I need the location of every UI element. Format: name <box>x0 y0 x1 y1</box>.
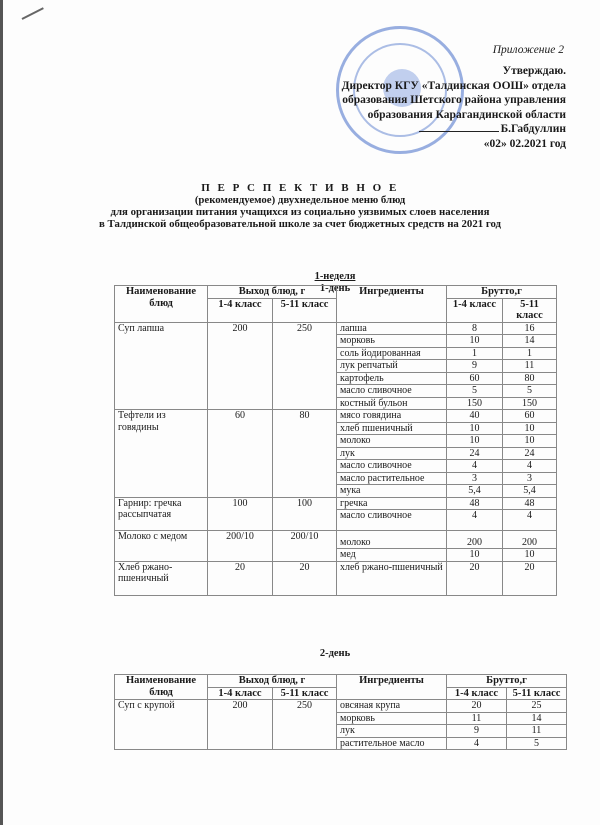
gross-1-4: 20 <box>447 700 507 713</box>
ingredient-name: мука <box>337 485 447 498</box>
signature-line <box>419 131 499 132</box>
dish-name: Суп лапша <box>115 322 208 410</box>
title-line-1: П Е Р С П Е К Т И В Н О Е <box>201 182 399 194</box>
ingredient-name: хлеб ржано-пшеничный <box>337 561 447 595</box>
ingredient-name: лапша <box>337 322 447 335</box>
dish-name: Суп с крупой <box>115 700 208 750</box>
gross-1-4: 10 <box>447 335 503 348</box>
header-yield-5-11: 5-11 класс <box>273 687 337 700</box>
ingredient-name: морковь <box>337 335 447 348</box>
header-yield-5-11: 5-11 класс <box>273 298 337 322</box>
gross-5-11: 11 <box>507 725 567 738</box>
gross-5-11: 14 <box>507 712 567 725</box>
gross-1-4: 8 <box>447 322 503 335</box>
approve-line: Директор КГУ «Талдинская ООШ» отдела <box>341 79 566 92</box>
gross-1-4: 200 <box>447 531 503 549</box>
gross-5-11: 16 <box>503 322 557 335</box>
menu-table-day-2 <box>114 674 567 750</box>
appendix-label: Приложение 2 <box>492 44 564 56</box>
table-row <box>115 410 557 423</box>
yield-5-11: 250 <box>273 700 337 750</box>
dish-name: Хлеб ржано-пшеничный <box>115 561 208 595</box>
signature-name: Б.Габдуллин <box>500 123 566 135</box>
gross-1-4: 10 <box>447 549 503 562</box>
gross-5-11: 24 <box>503 447 557 460</box>
yield-5-11: 200/10 <box>273 531 337 562</box>
gross-5-11: 11 <box>503 360 557 373</box>
yield-1-4: 200 <box>208 322 273 410</box>
gross-5-11: 80 <box>503 372 557 385</box>
title-line-4: в Талдинской общеобразовательной школе за счет бюджетных средств на 2021 год <box>98 218 501 230</box>
gross-5-11: 5 <box>503 385 557 398</box>
yield-1-4: 60 <box>208 410 273 498</box>
yield-1-4: 20 <box>208 561 273 595</box>
ingredient-name: масло сливочное <box>337 510 447 531</box>
document-title <box>0 182 600 230</box>
approve-line: Утверждаю. <box>502 65 566 77</box>
gross-1-4: 4 <box>447 460 503 473</box>
header-yield-1-4: 1-4 класс <box>208 298 273 322</box>
header-gross-1-4: 1-4 класс <box>447 298 503 322</box>
menu-table-day-1 <box>114 285 557 596</box>
header-dish-name: Наименование блюд <box>115 286 208 323</box>
gross-1-4: 4 <box>447 737 507 750</box>
gross-1-4: 24 <box>447 447 503 460</box>
ingredient-name: картофель <box>337 372 447 385</box>
ingredient-name: мед <box>337 549 447 562</box>
gross-1-4: 60 <box>447 372 503 385</box>
gross-5-11: 4 <box>503 510 557 531</box>
ingredient-name: масло сливочное <box>337 385 447 398</box>
table-row <box>115 531 557 549</box>
ingredient-name: хлеб пшеничный <box>337 422 447 435</box>
day-1-label: 1-день <box>319 283 351 294</box>
gross-5-11: 10 <box>503 435 557 448</box>
approval-block <box>342 64 566 151</box>
header-ingredients: Ингредиенты <box>337 286 447 323</box>
yield-1-4: 100 <box>208 497 273 531</box>
gross-5-11: 3 <box>503 472 557 485</box>
ingredient-name: костный бульон <box>337 397 447 410</box>
gross-1-4: 9 <box>447 360 503 373</box>
signature-row <box>342 122 566 137</box>
gross-5-11: 25 <box>507 700 567 713</box>
dish-name: Гарнир: гречка рассыпчатая <box>115 497 208 531</box>
header-gross: Брутто,г <box>447 286 557 299</box>
yield-5-11: 100 <box>273 497 337 531</box>
gross-5-11: 4 <box>503 460 557 473</box>
ingredient-name: лук <box>337 725 447 738</box>
gross-1-4: 5,4 <box>447 485 503 498</box>
yield-1-4: 200/10 <box>208 531 273 562</box>
ingredient-name: мясо говядина <box>337 410 447 423</box>
gross-1-4: 10 <box>447 422 503 435</box>
gross-5-11: 60 <box>503 410 557 423</box>
header-ingredients: Ингредиенты <box>337 675 447 700</box>
gross-1-4: 150 <box>447 397 503 410</box>
approve-line: образования Карагандинской области <box>367 108 566 121</box>
yield-5-11: 80 <box>273 410 337 498</box>
gross-1-4: 20 <box>447 561 503 595</box>
day-2-label: 2-день <box>319 648 351 659</box>
gross-1-4: 3 <box>447 472 503 485</box>
table-row <box>115 497 557 510</box>
gross-5-11: 1 <box>503 347 557 360</box>
gross-5-11: 200 <box>503 531 557 549</box>
dish-name: Молоко с медом <box>115 531 208 562</box>
dish-name: Тефтели из говядины <box>115 410 208 498</box>
header-dish-name: Наименование блюд <box>115 675 208 700</box>
ingredient-name: овсяная крупа <box>337 700 447 713</box>
gross-5-11: 5,4 <box>503 485 557 498</box>
header-yield-1-4: 1-4 класс <box>208 687 273 700</box>
table-row <box>115 322 557 335</box>
gross-5-11: 20 <box>503 561 557 595</box>
gross-5-11: 150 <box>503 397 557 410</box>
approval-date: «02» 02.2021 год <box>483 137 566 150</box>
ingredient-name: молоко <box>337 531 447 549</box>
ingredient-name: масло растительное <box>337 472 447 485</box>
gross-5-11: 5 <box>507 737 567 750</box>
ingredient-name: лук репчатый <box>337 360 447 373</box>
ingredient-name: растительное масло <box>337 737 447 750</box>
ingredient-name: лук <box>337 447 447 460</box>
gross-1-4: 9 <box>447 725 507 738</box>
ingredient-name: масло сливочное <box>337 460 447 473</box>
yield-5-11: 250 <box>273 322 337 410</box>
yield-1-4: 200 <box>208 700 273 750</box>
ingredient-name: морковь <box>337 712 447 725</box>
header-gross-1-4: 1-4 класс <box>447 687 507 700</box>
title-line-2: (рекомендуемое) двухнедельное меню блюд <box>194 194 406 206</box>
gross-1-4: 40 <box>447 410 503 423</box>
gross-1-4: 11 <box>447 712 507 725</box>
ingredient-name: молоко <box>337 435 447 448</box>
scan-edge <box>0 0 3 825</box>
gross-5-11: 10 <box>503 549 557 562</box>
gross-1-4: 48 <box>447 497 503 510</box>
gross-1-4: 10 <box>447 435 503 448</box>
table-row <box>115 700 567 713</box>
header-gross: Брутто,г <box>447 675 567 688</box>
gross-5-11: 14 <box>503 335 557 348</box>
header-yield: Выход блюд, г <box>208 286 337 299</box>
header-gross-5-11: 5-11 класс <box>503 298 557 322</box>
gross-1-4: 1 <box>447 347 503 360</box>
ingredient-name: гречка <box>337 497 447 510</box>
gross-1-4: 4 <box>447 510 503 531</box>
gross-5-11: 48 <box>503 497 557 510</box>
week-label: 1-неделя <box>314 271 356 282</box>
table-row <box>115 561 557 595</box>
gross-5-11: 10 <box>503 422 557 435</box>
gross-1-4: 5 <box>447 385 503 398</box>
pen-mark <box>22 7 44 20</box>
approve-line: образования Шетского района управления <box>342 94 566 106</box>
title-line-3: для организации питания учащихся из социально уязвимых слоев населения <box>110 206 490 218</box>
header-gross-5-11: 5-11 класс <box>507 687 567 700</box>
header-yield: Выход блюд, г <box>208 675 337 688</box>
yield-5-11: 20 <box>273 561 337 595</box>
ingredient-name: соль йодированная <box>337 347 447 360</box>
